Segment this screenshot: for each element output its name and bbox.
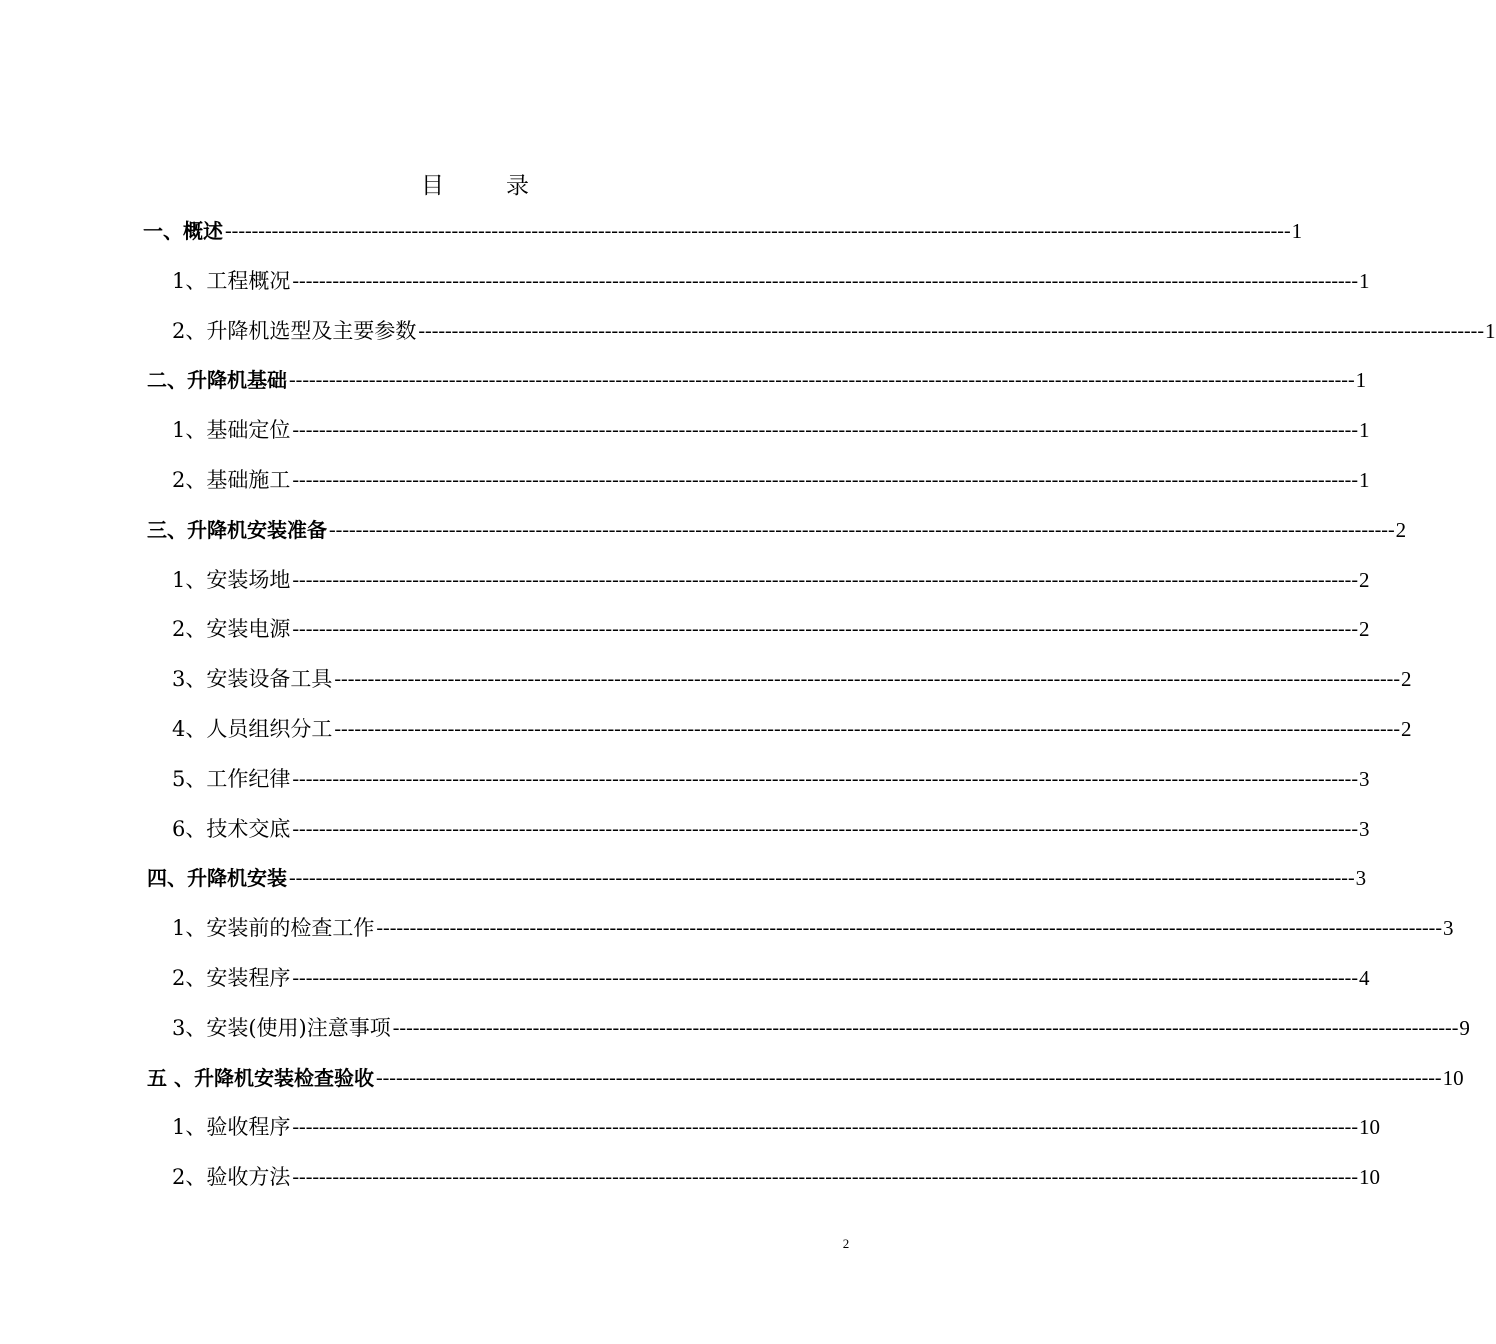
toc-entry[interactable] [143, 214, 1303, 248]
toc-entry-page: 2 [1395, 517, 1407, 542]
toc-entry-label: 1、基础定位 [172, 418, 291, 443]
toc-title-char-1: 目 [421, 173, 444, 199]
toc-entry-label: 2、安装电源 [172, 617, 291, 642]
toc-leader-dashes: ---------------------------------------------------------------------------------------------------------------------------------------------------------------- [329, 518, 1395, 541]
toc-entry-label: 五 、升降机安装检查验收 [147, 1065, 374, 1090]
toc-entry-page: 3 [1443, 916, 1454, 941]
page-number: 2 [842, 1236, 850, 1251]
toc-entry-page: 1 [1355, 368, 1367, 393]
toc-entry-label: 1、安装场地 [172, 567, 291, 592]
toc-leader-dashes: ---------------------------------------------------------------------------------------------------------------------------------------------------------------- [292, 1116, 1358, 1139]
toc-leader-dashes: ---------------------------------------------------------------------------------------------------------------------------------------------------------------- [292, 568, 1358, 591]
toc-entry[interactable] [172, 314, 1496, 348]
toc-entry[interactable] [147, 363, 1367, 397]
toc-leader-dashes: ---------------------------------------------------------------------------------------------------------------------------------------------------------------- [292, 1166, 1358, 1189]
toc-entry-page: 3 [1359, 766, 1370, 791]
toc-leader-dashes: ---------------------------------------------------------------------------------------------------------------------------------------------------------------- [292, 469, 1358, 491]
toc-title-char-2: 录 [506, 173, 529, 199]
toc-entry[interactable] [172, 961, 1370, 995]
toc-entry-label: 1、验收程序 [172, 1115, 291, 1140]
toc-entry-label: 2、基础施工 [172, 468, 291, 492]
toc-entry[interactable] [172, 413, 1370, 447]
toc-entry-page: 1 [1359, 268, 1370, 293]
toc-entry-page: 3 [1355, 866, 1367, 891]
toc-entry[interactable] [172, 1011, 1470, 1045]
toc-entry[interactable] [172, 612, 1370, 646]
toc-entry-page: 2 [1401, 717, 1412, 741]
toc-leader-dashes: ---------------------------------------------------------------------------------------------------------------------------------------------------------------- [225, 220, 1291, 242]
toc-entry-page: 1 [1291, 219, 1303, 243]
toc-entry-page: 2 [1359, 567, 1370, 592]
toc-title [0, 168, 950, 204]
toc-entry[interactable] [172, 463, 1370, 497]
toc-entry-label: 一、概述 [143, 219, 223, 243]
toc-entry-page: 3 [1359, 816, 1370, 841]
toc-entry[interactable] [172, 264, 1370, 298]
toc-leader-dashes: ---------------------------------------------------------------------------------------------------------------------------------------------------------------- [292, 618, 1358, 641]
toc-entry-label: 2、升降机选型及主要参数 [172, 318, 417, 343]
toc-entry-page: 10 [1359, 1165, 1380, 1190]
toc-entry[interactable] [147, 861, 1367, 895]
toc-entry-page: 1 [1485, 318, 1496, 343]
toc-leader-dashes: ---------------------------------------------------------------------------------------------------------------------------------------------------------------- [292, 967, 1358, 989]
toc-leader-dashes: ---------------------------------------------------------------------------------------------------------------------------------------------------------------- [289, 369, 1355, 392]
toc-entry[interactable] [172, 1110, 1380, 1144]
toc-entry-label: 三、升降机安装准备 [147, 517, 327, 542]
toc-entry-label: 4、人员组织分工 [172, 717, 333, 741]
toc-leader-dashes: ---------------------------------------------------------------------------------------------------------------------------------------------------------------- [392, 1016, 1459, 1039]
toc-entry-page: 2 [1359, 617, 1370, 642]
toc-entry-label: 6、技术交底 [172, 816, 291, 841]
toc-entry[interactable] [147, 1061, 1464, 1095]
toc-entry-page: 2 [1401, 667, 1412, 692]
toc-leader-dashes: ---------------------------------------------------------------------------------------------------------------------------------------------------------------- [289, 867, 1355, 890]
toc-leader-dashes: ---------------------------------------------------------------------------------------------------------------------------------------------------------------- [334, 718, 1400, 740]
toc-entry-label: 1、安装前的检查工作 [172, 916, 375, 941]
toc-entry-page: 1 [1359, 468, 1370, 492]
toc-entry-label: 1、工程概况 [172, 268, 291, 293]
toc-leader-dashes: ---------------------------------------------------------------------------------------------------------------------------------------------------------------- [334, 668, 1400, 691]
toc-entry[interactable] [172, 662, 1412, 696]
toc-leader-dashes: ---------------------------------------------------------------------------------------------------------------------------------------------------------------- [292, 767, 1358, 790]
toc-entry-label: 2、安装程序 [172, 966, 291, 990]
toc-leader-dashes: ---------------------------------------------------------------------------------------------------------------------------------------------------------------- [292, 817, 1358, 840]
toc-leader-dashes: ---------------------------------------------------------------------------------------------------------------------------------------------------------------- [376, 917, 1442, 940]
toc-leader-dashes: ---------------------------------------------------------------------------------------------------------------------------------------------------------------- [418, 319, 1484, 342]
toc-entry[interactable] [172, 712, 1412, 746]
toc-entry[interactable] [147, 513, 1407, 547]
toc-entry[interactable] [172, 1160, 1380, 1194]
toc-entry-page: 9 [1459, 1015, 1470, 1040]
toc-entry[interactable] [172, 762, 1370, 796]
toc-entry-page: 4 [1359, 966, 1370, 990]
toc-entry-label: 2、验收方法 [172, 1165, 291, 1190]
toc-entry-page: 10 [1359, 1115, 1380, 1140]
toc-entry-label: 3、安装(使用)注意事项 [172, 1015, 391, 1040]
toc-entry-label: 四、升降机安装 [147, 866, 287, 891]
toc-entry[interactable] [172, 563, 1370, 597]
toc-entry[interactable] [172, 812, 1370, 846]
toc-entry[interactable] [172, 911, 1454, 945]
toc-leader-dashes: ---------------------------------------------------------------------------------------------------------------------------------------------------------------- [292, 419, 1358, 442]
toc-entry-label: 二、升降机基础 [147, 368, 287, 393]
toc-entry-label: 5、工作纪律 [172, 766, 291, 791]
toc-entry-page: 1 [1359, 418, 1370, 443]
toc-entry-page: 10 [1442, 1065, 1464, 1090]
toc-leader-dashes: ---------------------------------------------------------------------------------------------------------------------------------------------------------------- [292, 269, 1358, 292]
toc-leader-dashes: ---------------------------------------------------------------------------------------------------------------------------------------------------------------- [375, 1066, 1442, 1089]
toc-entry-label: 3、安装设备工具 [172, 667, 333, 692]
